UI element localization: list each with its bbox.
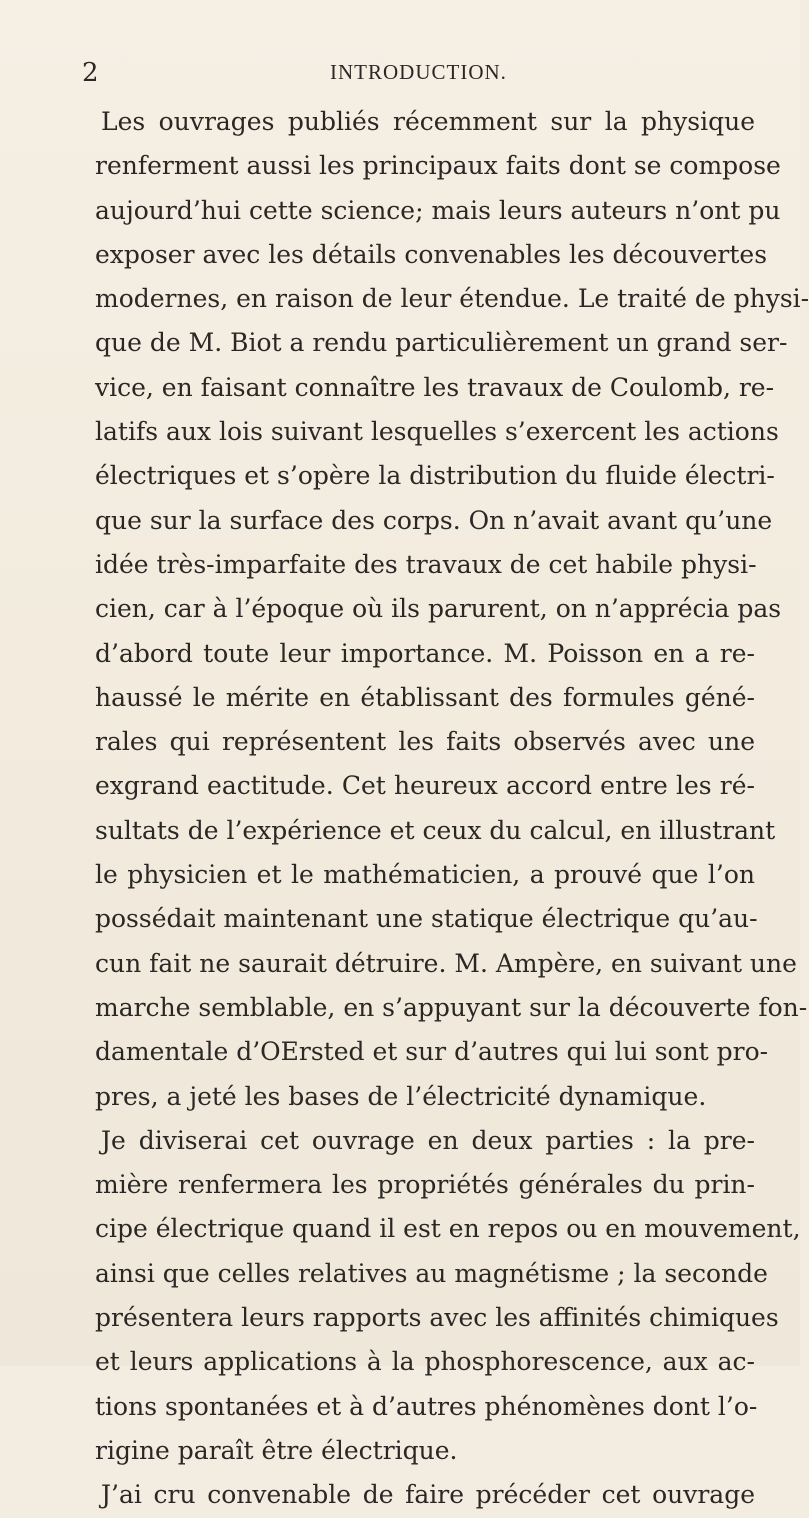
text-line: rigine paraît être électrique.: [95, 1435, 458, 1465]
text-line: possédait maintenant une statique électrique qu’au-: [95, 904, 758, 934]
text-line: ainsi que celles relatives au magnétisme ; la seconde: [95, 1258, 768, 1288]
page-number: 2: [82, 58, 99, 88]
text-line: J’ai cru convenable de faire précéder cet ouvrage: [101, 1480, 755, 1510]
text-line: tions spontanées et à d’autres phénomènes dont l’o-: [95, 1391, 758, 1421]
text-line: et leurs applications à la phosphorescence, aux ac-: [95, 1347, 755, 1377]
text-line: haussé le mérite en établissant des formules géné-: [95, 682, 755, 712]
text-line: électriques et s’opère la distribution du fluide électri-: [95, 461, 775, 491]
text-line: pres, a jeté les bases de l’électricité dynamique.: [95, 1081, 707, 1111]
text-line: damentale d’OErsted et sur d’autres qui lui sont pro-: [95, 1037, 769, 1067]
text-line: exposer avec les détails convenables les découvertes: [95, 239, 768, 269]
text-line: rales qui représentent les faits observés avec une: [95, 727, 755, 757]
running-title: INTRODUCTION.: [330, 60, 507, 84]
text-line: exgrand eactitude. Cet heureux accord entre les ré-: [95, 771, 755, 801]
text-line: cun fait ne saurait détruire. M. Ampère, en suivant une: [95, 948, 797, 978]
text-line: aujourd’hui cette science; mais leurs auteurs n’ont pu: [95, 195, 781, 225]
text-line: renferment aussi les principaux faits dont se compose: [95, 151, 781, 181]
text-line: que sur la surface des corps. On n’avait avant qu’une: [95, 505, 773, 535]
text-line: Je diviserai cet ouvrage en deux parties : la pre-: [101, 1125, 755, 1155]
text-line: idée très-imparfaite des travaux de cet habile physi-: [95, 549, 757, 579]
body-text: [95, 100, 809, 1518]
text-line: sultats de l’expérience et ceux du calcul, en illustrant: [95, 815, 776, 845]
text-line: latifs aux lois suivant lesquelles s’exercent les actions: [95, 417, 779, 447]
text-line: le physicien et le mathématicien, a prouvé que l’on: [95, 860, 755, 890]
text-line: vice, en faisant connaître les travaux de Coulomb, re-: [95, 372, 775, 402]
text-line: d’abord toute leur importance. M. Poisson en a re-: [95, 638, 755, 668]
text-line: cien, car à l’époque où ils parurent, on n’apprécia pas: [95, 594, 782, 624]
text-line: que de M. Biot a rendu particulièrement un grand ser-: [95, 328, 788, 358]
text-line: présentera leurs rapports avec les affinités chimiques: [95, 1303, 779, 1333]
text-line: cipe électrique quand il est en repos ou en mouvement,: [95, 1214, 801, 1244]
text-line: modernes, en raison de leur étendue. Le traité de physi-: [95, 284, 809, 314]
text-line: Les ouvrages publiés récemment sur la physique: [101, 107, 755, 136]
text-line: mière renfermera les propriétés générales du prin-: [95, 1170, 755, 1200]
text-line: marche semblable, en s’appuyant sur la découverte fon-: [95, 992, 808, 1022]
page-header: [0, 58, 800, 98]
